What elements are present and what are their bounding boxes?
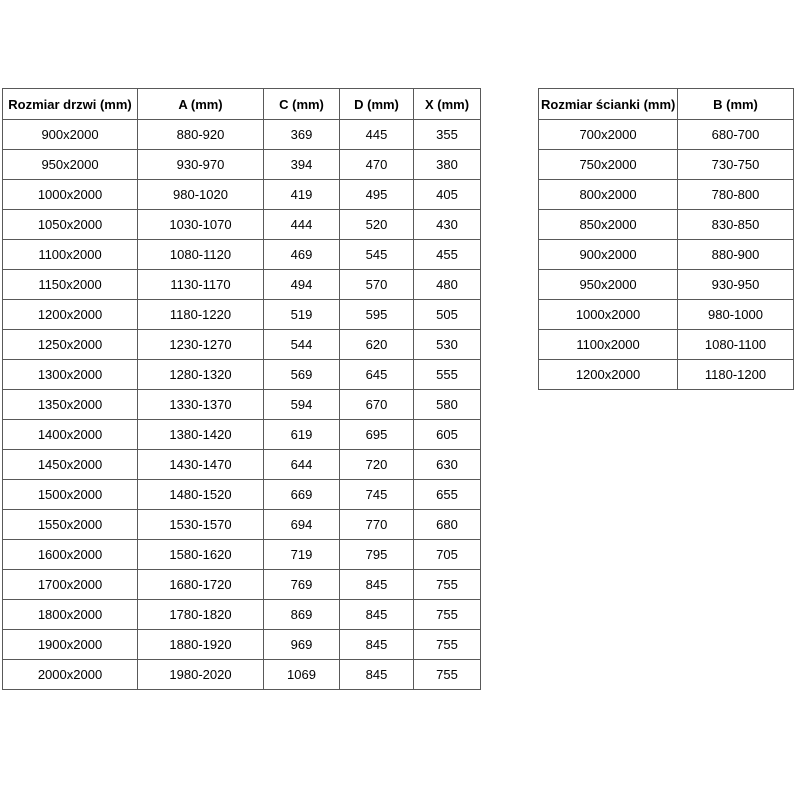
- table-cell: 845: [340, 660, 414, 690]
- table-cell: 1300x2000: [3, 360, 138, 390]
- table-cell: 619: [264, 420, 340, 450]
- column-header: C (mm): [264, 89, 340, 120]
- table-cell: 380: [414, 150, 481, 180]
- table-row: [3, 480, 481, 510]
- wall-size-table: [538, 88, 794, 390]
- table-row: [539, 270, 794, 300]
- table-row: [3, 660, 481, 690]
- table-cell: 1080-1100: [678, 330, 794, 360]
- table-cell: 520: [340, 210, 414, 240]
- table-cell: 880-900: [678, 240, 794, 270]
- table-cell: 595: [340, 300, 414, 330]
- table-cell: 1230-1270: [138, 330, 264, 360]
- table-cell: 1500x2000: [3, 480, 138, 510]
- table-cell: 930-970: [138, 150, 264, 180]
- table-row: [3, 300, 481, 330]
- table-cell: 469: [264, 240, 340, 270]
- table-cell: 630: [414, 450, 481, 480]
- table-cell: 1050x2000: [3, 210, 138, 240]
- table-cell: 544: [264, 330, 340, 360]
- table-cell: 555: [414, 360, 481, 390]
- table-row: [3, 180, 481, 210]
- table-cell: 1130-1170: [138, 270, 264, 300]
- table-row: [3, 450, 481, 480]
- table-cell: 1000x2000: [539, 300, 678, 330]
- table-cell: 455: [414, 240, 481, 270]
- table-cell: 770: [340, 510, 414, 540]
- table-cell: 394: [264, 150, 340, 180]
- table-cell: 470: [340, 150, 414, 180]
- table-cell: 950x2000: [3, 150, 138, 180]
- table-cell: 444: [264, 210, 340, 240]
- table-cell: 655: [414, 480, 481, 510]
- table-cell: 495: [340, 180, 414, 210]
- table-cell: 719: [264, 540, 340, 570]
- column-header: D (mm): [340, 89, 414, 120]
- table-cell: 845: [340, 600, 414, 630]
- table-row: [3, 630, 481, 660]
- table-cell: 950x2000: [539, 270, 678, 300]
- table-cell: 605: [414, 420, 481, 450]
- table-cell: 505: [414, 300, 481, 330]
- table-cell: 1780-1820: [138, 600, 264, 630]
- table-cell: 519: [264, 300, 340, 330]
- table-row: [3, 390, 481, 420]
- table-cell: 1880-1920: [138, 630, 264, 660]
- header-row: [539, 89, 794, 120]
- door-size-table: [2, 88, 481, 690]
- table-cell: 1200x2000: [3, 300, 138, 330]
- table-cell: 755: [414, 660, 481, 690]
- table-cell: 1330-1370: [138, 390, 264, 420]
- table-cell: 569: [264, 360, 340, 390]
- table-cell: 1800x2000: [3, 600, 138, 630]
- table-cell: 480: [414, 270, 481, 300]
- table-cell: 880-920: [138, 120, 264, 150]
- table-row: [539, 330, 794, 360]
- table-cell: 1080-1120: [138, 240, 264, 270]
- table-cell: 800x2000: [539, 180, 678, 210]
- table-cell: 1530-1570: [138, 510, 264, 540]
- table-cell: 1250x2000: [3, 330, 138, 360]
- table-cell: 1700x2000: [3, 570, 138, 600]
- table-cell: 705: [414, 540, 481, 570]
- table-cell: 1400x2000: [3, 420, 138, 450]
- table-row: [3, 570, 481, 600]
- table-row: [3, 360, 481, 390]
- table-cell: 1980-2020: [138, 660, 264, 690]
- column-header: A (mm): [138, 89, 264, 120]
- table-row: [3, 150, 481, 180]
- table-cell: 1480-1520: [138, 480, 264, 510]
- table-cell: 680-700: [678, 120, 794, 150]
- table-cell: 1100x2000: [539, 330, 678, 360]
- table-cell: 869: [264, 600, 340, 630]
- column-header: B (mm): [678, 89, 794, 120]
- table-row: [539, 240, 794, 270]
- table-cell: 1180-1200: [678, 360, 794, 390]
- table-row: [3, 510, 481, 540]
- table-cell: 795: [340, 540, 414, 570]
- table-cell: 1200x2000: [539, 360, 678, 390]
- table-cell: 570: [340, 270, 414, 300]
- table-cell: 430: [414, 210, 481, 240]
- table-cell: 369: [264, 120, 340, 150]
- table-cell: 694: [264, 510, 340, 540]
- table-row: [539, 300, 794, 330]
- table-cell: 1150x2000: [3, 270, 138, 300]
- table-cell: 644: [264, 450, 340, 480]
- table-row: [3, 120, 481, 150]
- header-row: [3, 89, 481, 120]
- table-cell: 980-1000: [678, 300, 794, 330]
- table-row: [539, 180, 794, 210]
- table-cell: 1100x2000: [3, 240, 138, 270]
- table-cell: 445: [340, 120, 414, 150]
- table-cell: 620: [340, 330, 414, 360]
- table-cell: 1430-1470: [138, 450, 264, 480]
- table-cell: 755: [414, 570, 481, 600]
- table-cell: 845: [340, 630, 414, 660]
- table-cell: 695: [340, 420, 414, 450]
- table-row: [3, 270, 481, 300]
- table-cell: 1600x2000: [3, 540, 138, 570]
- table-row: [3, 330, 481, 360]
- table-row: [3, 600, 481, 630]
- table-cell: 830-850: [678, 210, 794, 240]
- table-cell: 2000x2000: [3, 660, 138, 690]
- table-cell: 355: [414, 120, 481, 150]
- table-cell: 745: [340, 480, 414, 510]
- table-cell: 530: [414, 330, 481, 360]
- table-cell: 580: [414, 390, 481, 420]
- table-cell: 670: [340, 390, 414, 420]
- table-cell: 494: [264, 270, 340, 300]
- table-cell: 900x2000: [3, 120, 138, 150]
- table-cell: 680: [414, 510, 481, 540]
- table-cell: 1680-1720: [138, 570, 264, 600]
- table-cell: 1000x2000: [3, 180, 138, 210]
- table-cell: 545: [340, 240, 414, 270]
- table-cell: 980-1020: [138, 180, 264, 210]
- table-cell: 1450x2000: [3, 450, 138, 480]
- table-cell: 1900x2000: [3, 630, 138, 660]
- table-cell: 1380-1420: [138, 420, 264, 450]
- table-cell: 594: [264, 390, 340, 420]
- table-row: [3, 210, 481, 240]
- table-cell: 755: [414, 630, 481, 660]
- column-header: X (mm): [414, 89, 481, 120]
- table-cell: 1069: [264, 660, 340, 690]
- table-cell: 405: [414, 180, 481, 210]
- table-cell: 750x2000: [539, 150, 678, 180]
- column-header: Rozmiar ścianki (mm): [539, 89, 678, 120]
- table-cell: 900x2000: [539, 240, 678, 270]
- table-cell: 1550x2000: [3, 510, 138, 540]
- table-cell: 700x2000: [539, 120, 678, 150]
- table-cell: 720: [340, 450, 414, 480]
- table-cell: 969: [264, 630, 340, 660]
- table-row: [539, 210, 794, 240]
- table-cell: 755: [414, 600, 481, 630]
- column-header: Rozmiar drzwi (mm): [3, 89, 138, 120]
- table-cell: 769: [264, 570, 340, 600]
- table-row: [3, 420, 481, 450]
- table-cell: 419: [264, 180, 340, 210]
- table-row: [539, 120, 794, 150]
- table-row: [3, 240, 481, 270]
- table-cell: 780-800: [678, 180, 794, 210]
- table-cell: 930-950: [678, 270, 794, 300]
- table-cell: 1350x2000: [3, 390, 138, 420]
- table-cell: 1580-1620: [138, 540, 264, 570]
- table-cell: 1180-1220: [138, 300, 264, 330]
- table-cell: 1030-1070: [138, 210, 264, 240]
- table-row: [539, 150, 794, 180]
- table-cell: 669: [264, 480, 340, 510]
- table-cell: 730-750: [678, 150, 794, 180]
- table-cell: 845: [340, 570, 414, 600]
- table-cell: 1280-1320: [138, 360, 264, 390]
- table-cell: 850x2000: [539, 210, 678, 240]
- table-cell: 645: [340, 360, 414, 390]
- table-row: [539, 360, 794, 390]
- table-row: [3, 540, 481, 570]
